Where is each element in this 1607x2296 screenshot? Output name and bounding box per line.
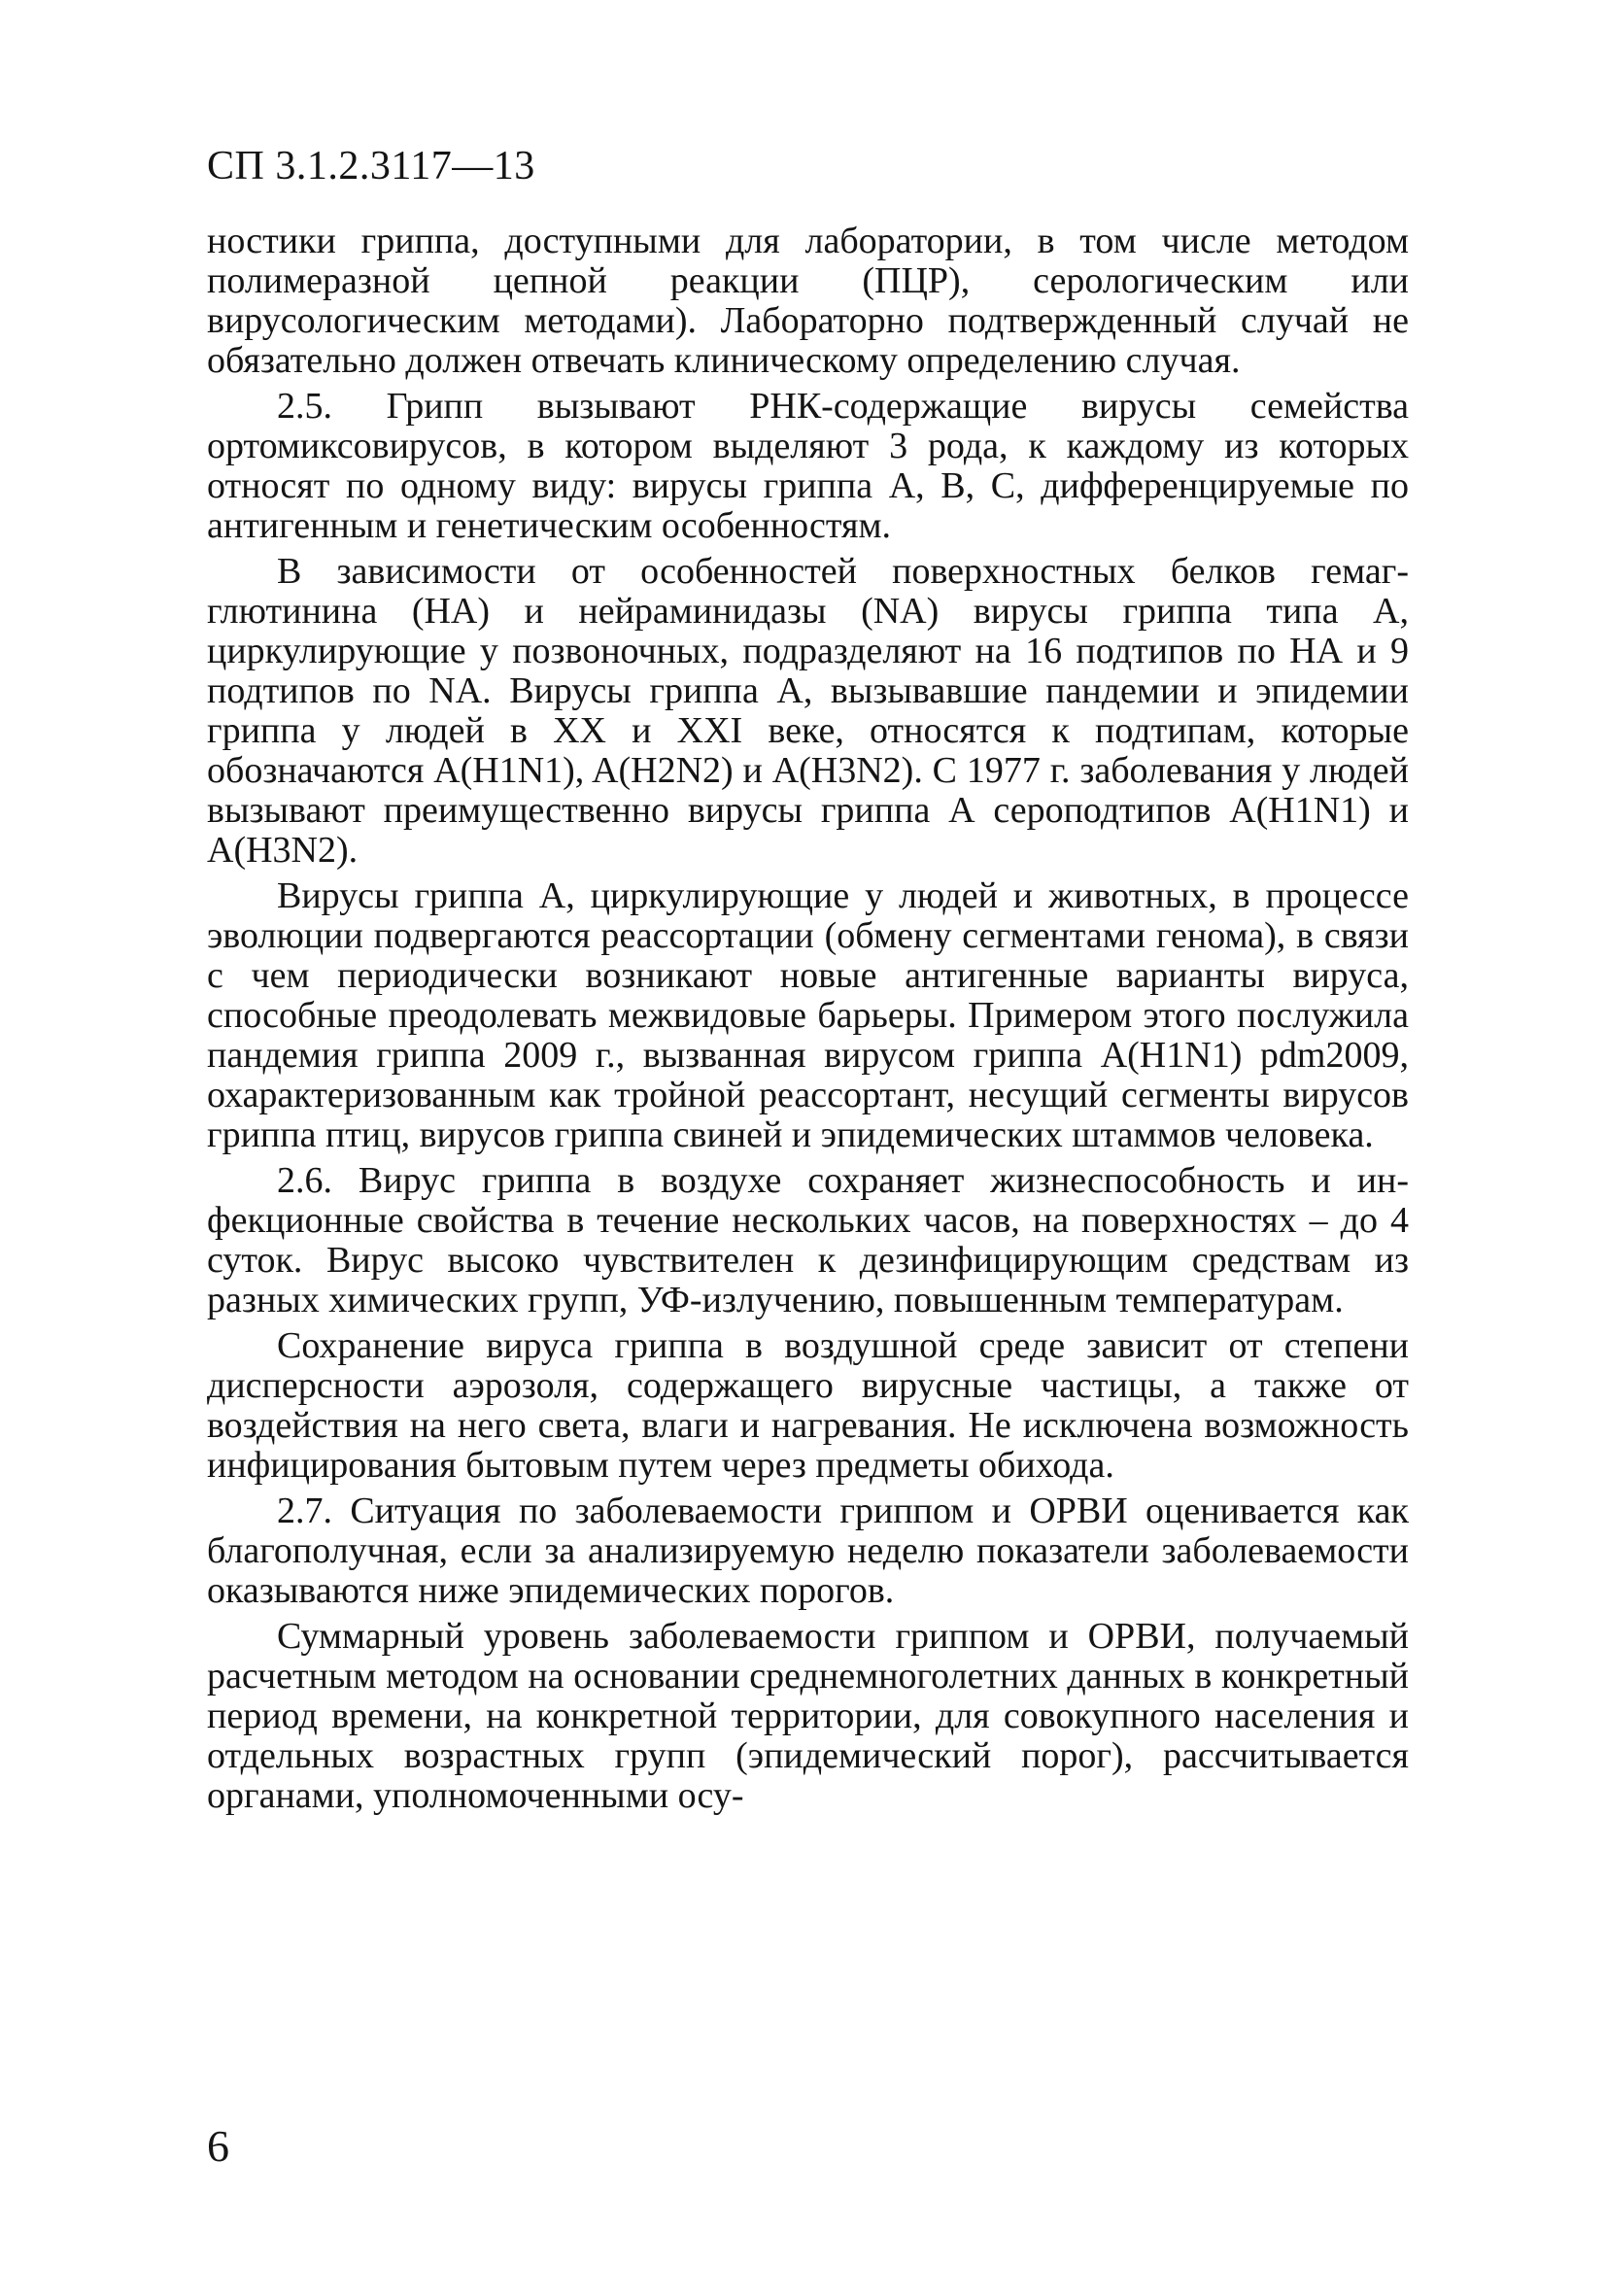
paragraph-reassortment: Вирусы гриппа А, циркулирующие у людей и животных, в процессе эволюции подвергаются реассортации (обмену сегментами генома), в связи с чем периодически возникают новые антигенные варианты вируса, способные преодолевать межвидовые барьеры. Примером этого послужила пандемия гриппа 2009 г., вызванная вирусом гриппа A(H1N1) pdm2009, охарактеризованным как тройной реассортант, несущий сегменты вирусов гриппа птиц, вирусов гриппа свиней и эпидемических штаммов человека. bbox=[207, 875, 1409, 1155]
paragraph-air-survival: Сохранение вируса гриппа в воздушной среде зависит от степени дисперсности аэрозоля, содержащего вирусные частицы, а также от воздействия на него света, влаги и нагревания. Не исключена возможность инфицирования бытовым путем через предметы обихода. bbox=[207, 1325, 1409, 1486]
page-number: 6 bbox=[207, 2121, 229, 2171]
paragraph-subtypes: В зависимости от особенностей поверхностных белков гемагглютинина (НА) и нейраминидазы (NA) вирусы гриппа типа А, циркулирующие у позвоночных, подразделяют на 16 подтипов по НА и 9 подтипов по NA. Вирусы гриппа А, вызывавшие пандемии и эпидемии гриппа у людей в XX и XXI веке, относятся к подтипам, которые обозначаются A(H1N1), A(H2N2) и A(H3N2). С 1977 г. заболевания у людей вызывают преимущественно вирусы гриппа А серoподтипов A(H1N1) и A(H3N2). bbox=[207, 551, 1409, 871]
paragraph-2-6: 2.6. Вирус гриппа в воздухе сохраняет жизнеспособность и инфекционные свойства в течение нескольких часов, на поверхностях – до 4 суток. Вирус высоко чувствителен к дезинфицирующим средствам из разных химических групп, УФ-излучению, повышенным температурам. bbox=[207, 1160, 1409, 1320]
body-text bbox=[207, 222, 1409, 1822]
document-code-header: СП 3.1.2.3117—13 bbox=[207, 144, 535, 188]
paragraph-2-5: 2.5. Грипп вызывают РНК-содержащие вирусы семейства ортомиксовирусов, в котором выделяют 3 рода, к каждому из которых относят по одному виду: вирусы гриппа А, В, С, дифференцируемые по антигенным и генетическим особенностям. bbox=[207, 386, 1409, 546]
paragraph-1: ностики гриппа, доступными для лаборатории, в том числе методом полимеразной цепной реакции (ПЦР), серологическим или вирусологическим методами). Лабораторно подтвержденный случай не обязательно должен отвечать клиническому определению случая. bbox=[207, 221, 1409, 381]
paragraph-epidemic-threshold: Суммарный уровень заболеваемости гриппом и ОРВИ, получаемый расчетным методом на основании среднемноголетних данных в конкретный период времени, на конкретной территории, для совокупного населения и отдельных возрастных групп (эпидемический порог), рассчитывается органами, уполномоченными осу- bbox=[207, 1616, 1409, 1816]
paragraph-2-7: 2.7. Ситуация по заболеваемости гриппом и ОРВИ оценивается как благополучная, если за анализируемую неделю показатели заболеваемости оказываются ниже эпидемических порогов. bbox=[207, 1491, 1409, 1611]
